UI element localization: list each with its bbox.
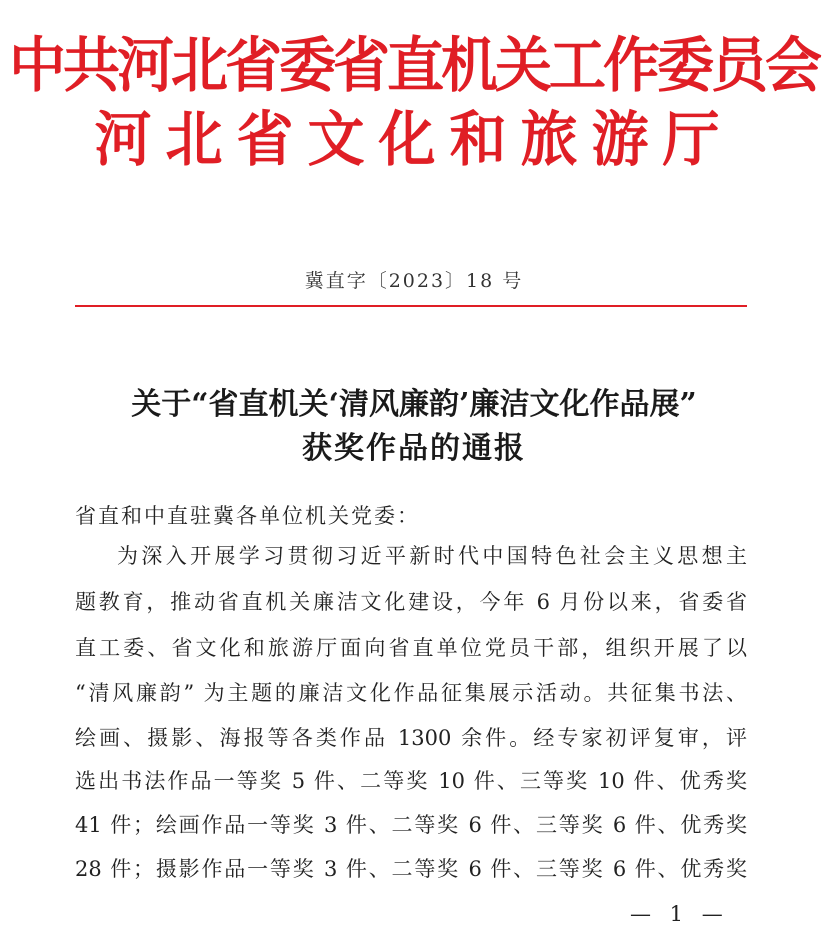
body-line-5: 绘画、摄影、海报等各类作品 1300 余件。经专家初评复审，评 xyxy=(75,726,747,750)
document-number: 冀直字〔2023〕18 号 xyxy=(304,270,524,292)
page-number: — 1 — xyxy=(630,902,729,926)
salutation: 省直和中直驻冀各单位机关党委： xyxy=(75,504,420,528)
red-divider-line xyxy=(75,305,747,307)
body-line-7: 41 件；绘画作品一等奖 3 件、二等奖 6 件、三等奖 6 件、优秀奖 xyxy=(75,813,747,837)
body-line-4: “清风廉韵” 为主题的廉洁文化作品征集展示活动。共征集书法、 xyxy=(75,681,747,705)
body-line-8: 28 件；摄影作品一等奖 3 件、二等奖 6 件、三等奖 6 件、优秀奖 xyxy=(75,857,747,881)
issuer-line-2: 河北省文化和旅游厅 xyxy=(94,105,734,175)
body-line-6: 选出书法作品一等奖 5 件、二等奖 10 件、三等奖 10 件、优秀奖 xyxy=(75,769,747,793)
body-line-1: 为深入开展学习贯彻习近平新时代中国特色社会主义思想主 xyxy=(117,544,747,568)
document-title-line-1: 关于“省直机关‘清风廉韵’廉洁文化作品展” xyxy=(131,387,697,422)
document-title-line-2: 获奖作品的通报 xyxy=(302,431,526,466)
body-line-2: 题教育，推动省直机关廉洁文化建设，今年 6 月份以来，省委省 xyxy=(75,590,747,614)
body-line-3: 直工委、省文化和旅游厅面向省直单位党员干部，组织开展了以 xyxy=(75,636,747,660)
issuer-line-1: 中共河北省委省直机关工作委员会 xyxy=(9,31,819,101)
